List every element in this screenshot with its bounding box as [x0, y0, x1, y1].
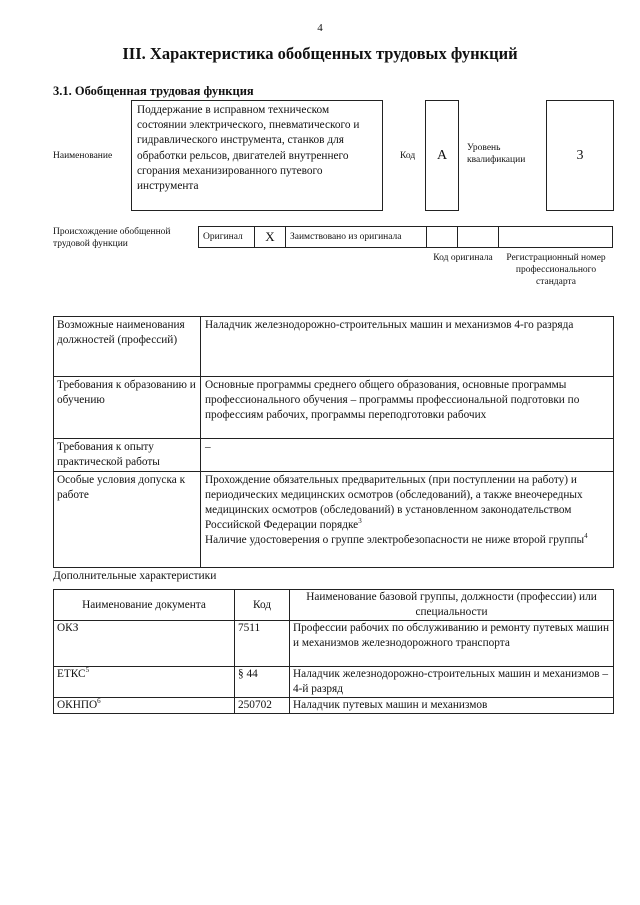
table-row: [54, 317, 614, 377]
code-original-cell: [457, 226, 499, 248]
borrowed-label-cell: Заимствовано из оригинала: [285, 226, 427, 248]
code-value-box: А: [425, 100, 459, 211]
column-header: Наименование документа: [54, 590, 235, 621]
name-cell: Наладчик путевых машин и механизмов: [290, 698, 614, 714]
footnote-ref: 3: [358, 517, 362, 526]
origin-label: Происхождение обобщенной трудовой функции: [53, 227, 171, 249]
original-label-cell: Оригинал: [198, 226, 255, 248]
table-row: [54, 472, 614, 568]
footnote-ref: 4: [584, 532, 588, 541]
req-value: Наладчик железнодорожно-строительных машин и механизмов 4-го разряда: [201, 317, 614, 377]
req-key: Возможные наименования должностей (профессий): [54, 317, 201, 377]
subsection-title: 3.1. Обобщенная трудовая функция: [53, 84, 254, 98]
original-mark-cell: Х: [254, 226, 286, 248]
req-line: Прохождение обязательных предварительных (при поступлении на работу) и периодических медицинских осмотров (обследований), а также внеочередных медицинских осмотров (обследований) в установленном законодательством Российской Федерации порядке: [205, 474, 583, 531]
requirements-table: [53, 316, 614, 568]
doc-name: ОКЗ: [57, 622, 79, 634]
borrowed-blank-cell: [426, 226, 458, 248]
req-value: –: [201, 439, 614, 472]
req-line: Наличие удостоверения о группе электробезопасности не ниже второй группы: [205, 534, 585, 546]
code-original-label: Код оригинала: [433, 253, 493, 263]
additional-title: Дополнительные характеристики: [53, 570, 217, 582]
req-key: Требования к образованию и обучению: [54, 377, 201, 439]
level-value-box: 3: [546, 100, 614, 211]
column-header: Наименование базовой группы, должности (профессии) или специальности: [290, 590, 614, 621]
req-key: Особые условия допуска к работе: [54, 472, 201, 568]
doc-cell: [54, 621, 235, 667]
code-cell: § 44: [235, 667, 290, 698]
level-label: Уровень квалификации: [467, 143, 526, 165]
req-value: [201, 472, 614, 568]
doc-name: ОКНПО: [57, 699, 98, 711]
reg-number-cell: [498, 226, 613, 248]
column-header: Код: [235, 590, 290, 621]
footnote-ref: 6: [97, 697, 101, 706]
code-cell: 250702: [235, 698, 290, 714]
doc-cell: [54, 698, 235, 714]
doc-name: ЕТКС: [57, 668, 86, 680]
req-key: Требования к опыту практической работы: [54, 439, 201, 472]
origin-row: [198, 226, 614, 248]
doc-cell: [54, 667, 235, 698]
table-row: [54, 439, 614, 472]
table-row: [54, 621, 614, 667]
name-label: Наименование: [53, 151, 113, 161]
table-header-row: [54, 590, 614, 621]
req-value: Основные программы среднего общего образования, основные программы профессионального обучения – программы профессиональной подготовки по профессиям рабочих, программы переподготовки рабочих: [201, 377, 614, 439]
name-cell: Профессии рабочих по обслуживанию и ремонту путевых машин и механизмов железнодорожного транспорта: [290, 621, 614, 667]
function-name-box: Поддержание в исправном техническом состоянии электрического, пневматического и гидравлического инструмента, станков для обработки рельсов, двигателей внутреннего сгорания механизированного путевого инструмента: [131, 100, 383, 211]
reg-number-label: Регистрационный номер профессионального стандарта: [506, 253, 606, 287]
table-row: [54, 377, 614, 439]
page-number: 4: [317, 22, 323, 34]
name-cell: Наладчик железнодорожно-строительных машин и механизмов – 4-й разряд: [290, 667, 614, 698]
code-label: Код: [400, 151, 416, 161]
section-title: III. Характеристика обобщенных трудовых функций: [122, 44, 518, 63]
footnote-ref: 5: [85, 666, 90, 675]
additional-table: [53, 589, 614, 714]
table-row: [54, 698, 614, 714]
code-cell: 7511: [235, 621, 290, 667]
table-row: [54, 667, 614, 698]
